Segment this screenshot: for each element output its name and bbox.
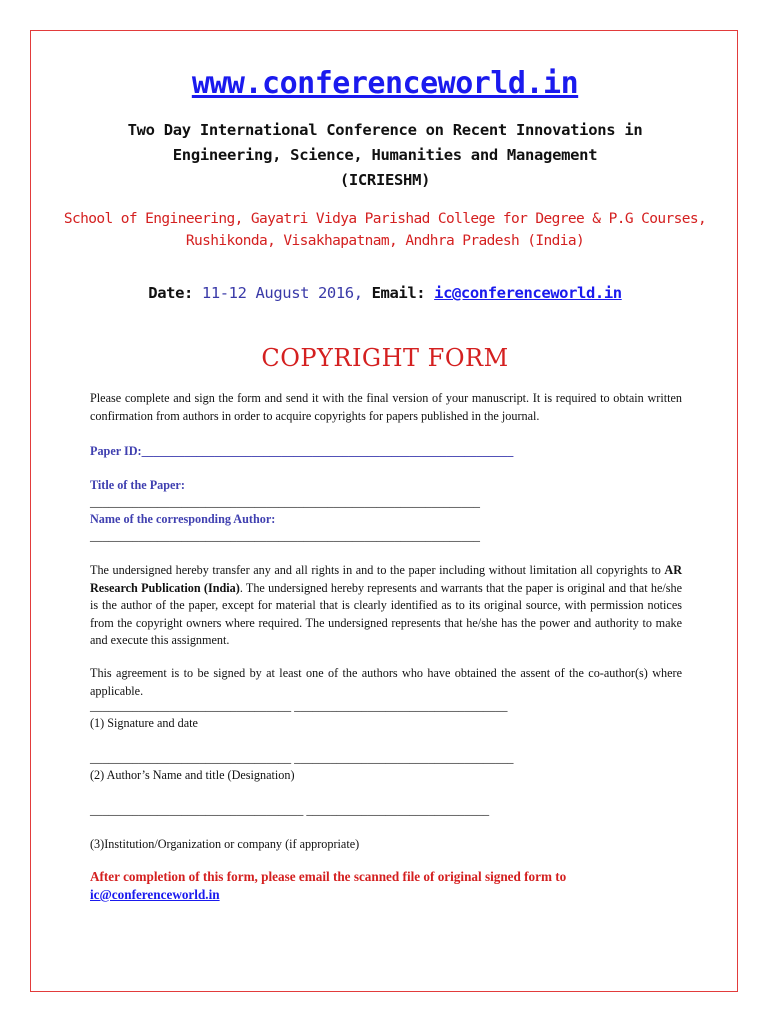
signature-label-1: (1) Signature and date — [90, 716, 198, 730]
signature-label-2: (2) Author’s Name and title (Designation) — [90, 768, 295, 782]
email-label: Email: — [371, 284, 426, 302]
conference-abbrev: (ICRIESHM) — [339, 171, 431, 189]
closing-text: After completion of this form, please email the scanned file of original signed form to — [90, 869, 567, 884]
author-label: Name of the corresponding Author: — [90, 512, 276, 526]
date-label: Date: — [148, 284, 193, 302]
email-link[interactable]: ic@conferenceworld.in — [434, 284, 622, 302]
closing-instruction — [90, 868, 690, 904]
paper-title-line: ________________________________________________________________ — [90, 495, 480, 509]
paper-id-field: Paper ID:_____________________________________________________________ — [90, 444, 514, 458]
agreement-paragraph: This agreement is to be signed by at least one of the authors who have obtained the assent of the co-author(s) where applicable. — [90, 666, 682, 698]
closing-email-link[interactable]: ic@conferenceworld.in — [90, 887, 220, 902]
transfer-text-part2: . The undersigned hereby represents and warrants that the paper is original and that he/she is the author of the paper, except for material that is clearly identified as to its original source, with permission notices from the copyright owners where required. The undersigned represents that he/she has the power and authority to make and execute this assignment. — [90, 580, 682, 647]
author-line: ________________________________________________________________ — [90, 529, 480, 543]
signature-line-3: ___________________________________ ______________________________ — [90, 803, 490, 817]
signature-line-1: _________________________________ ___________________________________ — [90, 699, 508, 713]
intro-paragraph: Please complete and sign the form and send it with the final version of your manuscript. It is required to obtain written confirmation from authors in order to acquire copyrights for papers published in the journal. — [90, 391, 682, 423]
transfer-text-part1: The undersigned hereby transfer any and all rights in and to the paper including without limitation all copyrights to — [90, 563, 665, 577]
signature-line-2: _________________________________ ____________________________________ — [90, 751, 514, 765]
venue-line1: School of Engineering, Gayatri Vidya Parishad College for Degree & P.G Courses, — [63, 211, 707, 227]
transfer-paragraph — [90, 562, 682, 650]
paper-title-label: Title of the Paper: — [90, 478, 185, 492]
venue-line2: Rushikonda, Visakhapatnam, Andhra Pradesh (India) — [185, 233, 585, 249]
form-title: COPYRIGHT FORM — [261, 344, 509, 372]
conference-title-line1: Two Day International Conference on Recent Innovations in — [127, 121, 643, 139]
conference-title-line2: Engineering, Science, Humanities and Management — [172, 146, 598, 164]
date-value: 11-12 August 2016, — [201, 284, 363, 302]
date-email-line — [0, 282, 770, 304]
publisher-name: AR Research Publication (India) — [90, 563, 682, 595]
site-url-link[interactable]: www.conferenceworld.in — [191, 66, 579, 101]
venue — [0, 208, 770, 252]
conference-title — [0, 118, 770, 193]
signature-label-3: (3)Institution/Organization or company (if appropriate) — [90, 837, 360, 851]
